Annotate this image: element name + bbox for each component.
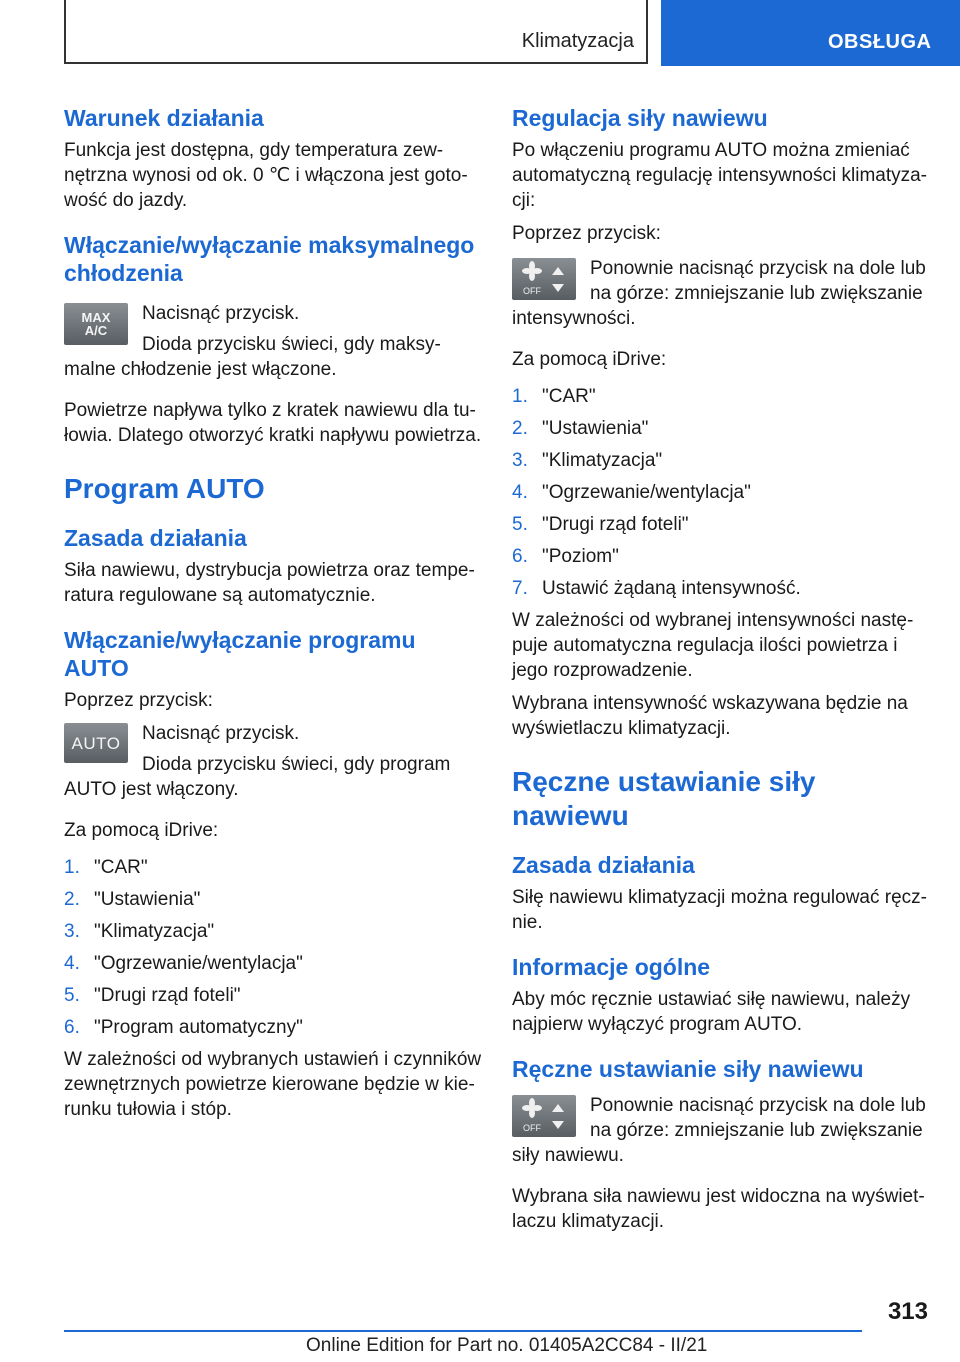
heading-condition: Warunek działania xyxy=(64,105,264,131)
text-fan-regulation: Po włączeniu programu AUTO można zmieniać automatyczną regulację intensywności klimatyza-cji: xyxy=(512,140,928,211)
text-condition: Funkcja jest dostępna, gdy temperatura zew-nętrzna wynosi od ok. 0 ℃ i włączona jest goto-wość do jazdy. xyxy=(64,140,468,211)
text-idrive: Za pomocą iDrive: xyxy=(64,820,219,841)
header-section-title: Klimatyzacja xyxy=(521,30,634,52)
heading-fan-regulation: Regulacja siły nawiewu xyxy=(512,105,768,131)
heading-auto-program: Program AUTO xyxy=(64,473,265,504)
fan-block xyxy=(512,256,928,331)
text-idrive-right: Za pomocą iDrive: xyxy=(512,349,667,370)
list-item: 4. "Ogrzewanie/wentylacja" xyxy=(512,482,751,503)
list-item: 3. "Klimatyzacja" xyxy=(512,450,663,471)
auto-led-cont: AUTO jest włączony. xyxy=(64,779,239,800)
heading-max-cooling: Włączanie/wyłączanie maksymalnego chłodzenia xyxy=(64,232,475,286)
max-ac-button-icon: MAX A/C xyxy=(64,303,128,345)
fan-button-icon xyxy=(512,258,576,300)
footer-divider xyxy=(64,1330,862,1332)
text-principle: Siła nawiewu, dystrybucja powietrza oraz tempe-ratura regulowane są automatycznie. xyxy=(64,560,475,606)
heading-manual-fan: Ręczne ustawianie siły nawiewu xyxy=(512,766,816,831)
idrive-steps-right xyxy=(512,384,928,601)
header-chapter-tab xyxy=(661,0,960,66)
list-item: 2. "Ustawienia" xyxy=(512,418,649,439)
auto-led: Dioda przycisku świeci, gdy program xyxy=(142,754,451,775)
list-item: 4. "Ogrzewanie/wentylacja" xyxy=(64,953,303,974)
list-item: 2. "Ustawienia" xyxy=(64,889,201,910)
header-chapter-label: OBSŁUGA xyxy=(828,31,932,53)
list-item: 7. Ustawić żądaną intensywność. xyxy=(512,578,801,599)
header-section-box xyxy=(64,0,648,64)
svg-text:OFF: OFF xyxy=(523,286,541,296)
list-item: 5. "Drugi rząd foteli" xyxy=(64,985,241,1006)
right-column xyxy=(512,100,928,1234)
fan-button-icon xyxy=(512,1095,576,1137)
text-principle-right: Siłę nawiewu klimatyzacji można regulować ręcz-nie. xyxy=(512,887,927,933)
max-ac-led-cont: malne chłodzenie jest włączone. xyxy=(64,359,337,380)
footer-edition: Online Edition for Part no. 01405A2CC84 - II/21 xyxy=(306,1335,708,1356)
fan2-press-cont: siły nawiewu. xyxy=(512,1145,624,1166)
list-item: 3. "Klimatyzacja" xyxy=(64,921,215,942)
heading-general-info: Informacje ogólne xyxy=(512,954,711,980)
text-shown-on-display: Wybrana siła nawiewu jest widoczna na wyświet-laczu klimatyzacji. xyxy=(512,1186,925,1232)
svg-text:OFF: OFF xyxy=(523,1123,541,1133)
text-via-button: Poprzez przycisk: xyxy=(64,690,213,711)
text-general-info: Aby móc ręcznie ustawiać siłę nawiewu, należy najpierw wyłączyć program AUTO. xyxy=(512,989,911,1035)
fan-press-cont: intensywności. xyxy=(512,308,636,329)
page-number: 313 xyxy=(887,1298,928,1325)
list-item: 1. "CAR" xyxy=(64,857,148,878)
heading-manual-fan-2: Ręczne ustawianie siły nawiewu xyxy=(512,1056,864,1082)
fan-press: Ponownie nacisnąć przycisk na dole lub na górze: zmniejszanie lub zwiększanie xyxy=(590,258,926,304)
text-selected-intensity: Wybrana intensywność wskazywana będzie na wyświetlaczu klimatyzacji. xyxy=(512,693,908,739)
idrive-steps-left xyxy=(64,855,484,1040)
text-via-button-right: Poprzez przycisk: xyxy=(512,223,661,244)
max-ac-block xyxy=(64,301,484,382)
fan2-press: Ponownie nacisnąć przycisk na dole lub na górze: zmniejszanie lub zwiększanie xyxy=(590,1095,926,1141)
heading-principle-right: Zasada działania xyxy=(512,852,695,878)
text-depending-right: W zależności od wybranej intensywności nastę-puje automatyczna regulacja ilości powietrza i jego rozprowadzenie. xyxy=(512,610,914,681)
heading-principle: Zasada działania xyxy=(64,525,247,551)
heading-auto-onoff: Włączanie/wyłączanie programu AUTO xyxy=(64,627,416,681)
list-item: 6. "Poziom" xyxy=(512,546,619,567)
fan-block-2 xyxy=(512,1093,928,1168)
auto-block xyxy=(64,721,484,802)
list-item: 1. "CAR" xyxy=(512,386,596,407)
list-item: 5. "Drugi rząd foteli" xyxy=(512,514,689,535)
max-ac-led: Dioda przycisku świeci, gdy maksy- xyxy=(142,334,441,355)
max-ac-press: Nacisnąć przycisk. xyxy=(142,303,300,324)
auto-press: Nacisnąć przycisk. xyxy=(142,723,300,744)
text-air-vents: Powietrze napływa tylko z kratek nawiewu dla tu-łowia. Dlatego otworzyć kratki napływu powietrza. xyxy=(64,400,482,446)
left-column xyxy=(64,100,484,1122)
list-item: 6. "Program automatyczny" xyxy=(64,1017,303,1038)
text-depending-left: W zależności od wybranych ustawień i czynników zewnętrznych powietrze kierowane będzie w kie-runku tułowia i stóp. xyxy=(64,1049,482,1120)
auto-button-icon: AUTO xyxy=(64,723,128,763)
